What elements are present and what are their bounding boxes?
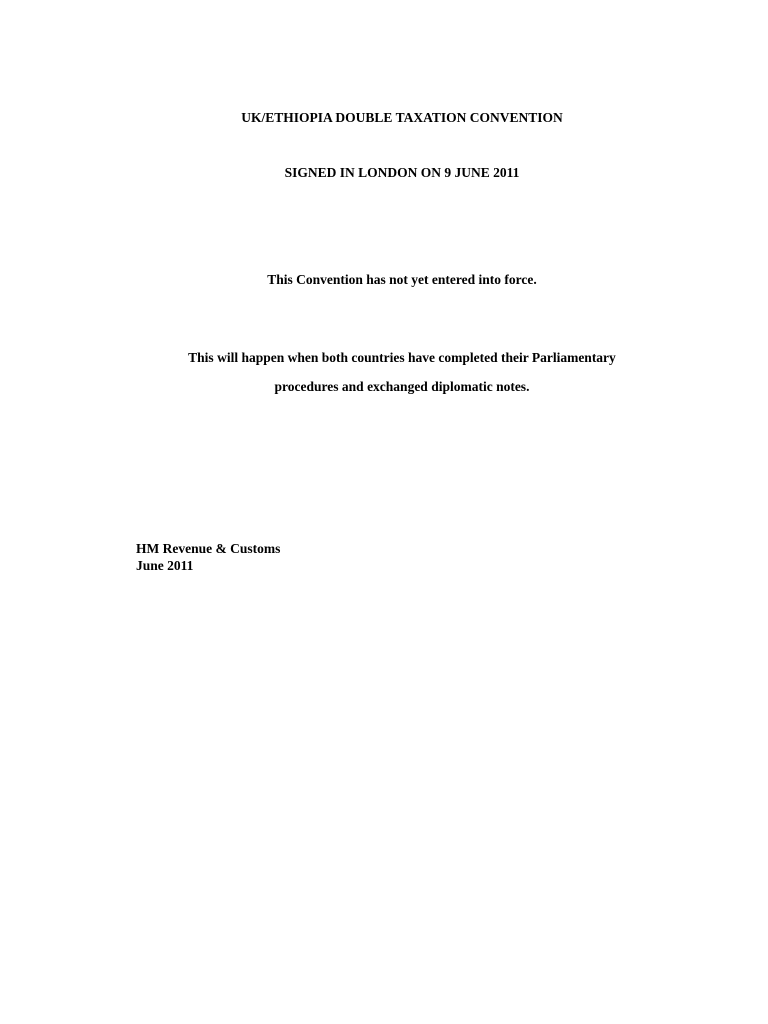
document-title: UK/ETHIOPIA DOUBLE TAXATION CONVENTION bbox=[241, 110, 563, 125]
explanation-line-1: This will happen when both countries have completed their Parliamentary bbox=[188, 350, 616, 365]
status-statement: This Convention has not yet entered into force. bbox=[267, 272, 537, 287]
issuer-name: HM Revenue & Customs bbox=[136, 541, 281, 556]
issue-date: June 2011 bbox=[136, 558, 194, 573]
signing-statement: SIGNED IN LONDON ON 9 JUNE 2011 bbox=[284, 165, 520, 180]
explanation-line-2: procedures and exchanged diplomatic notes. bbox=[274, 379, 530, 394]
